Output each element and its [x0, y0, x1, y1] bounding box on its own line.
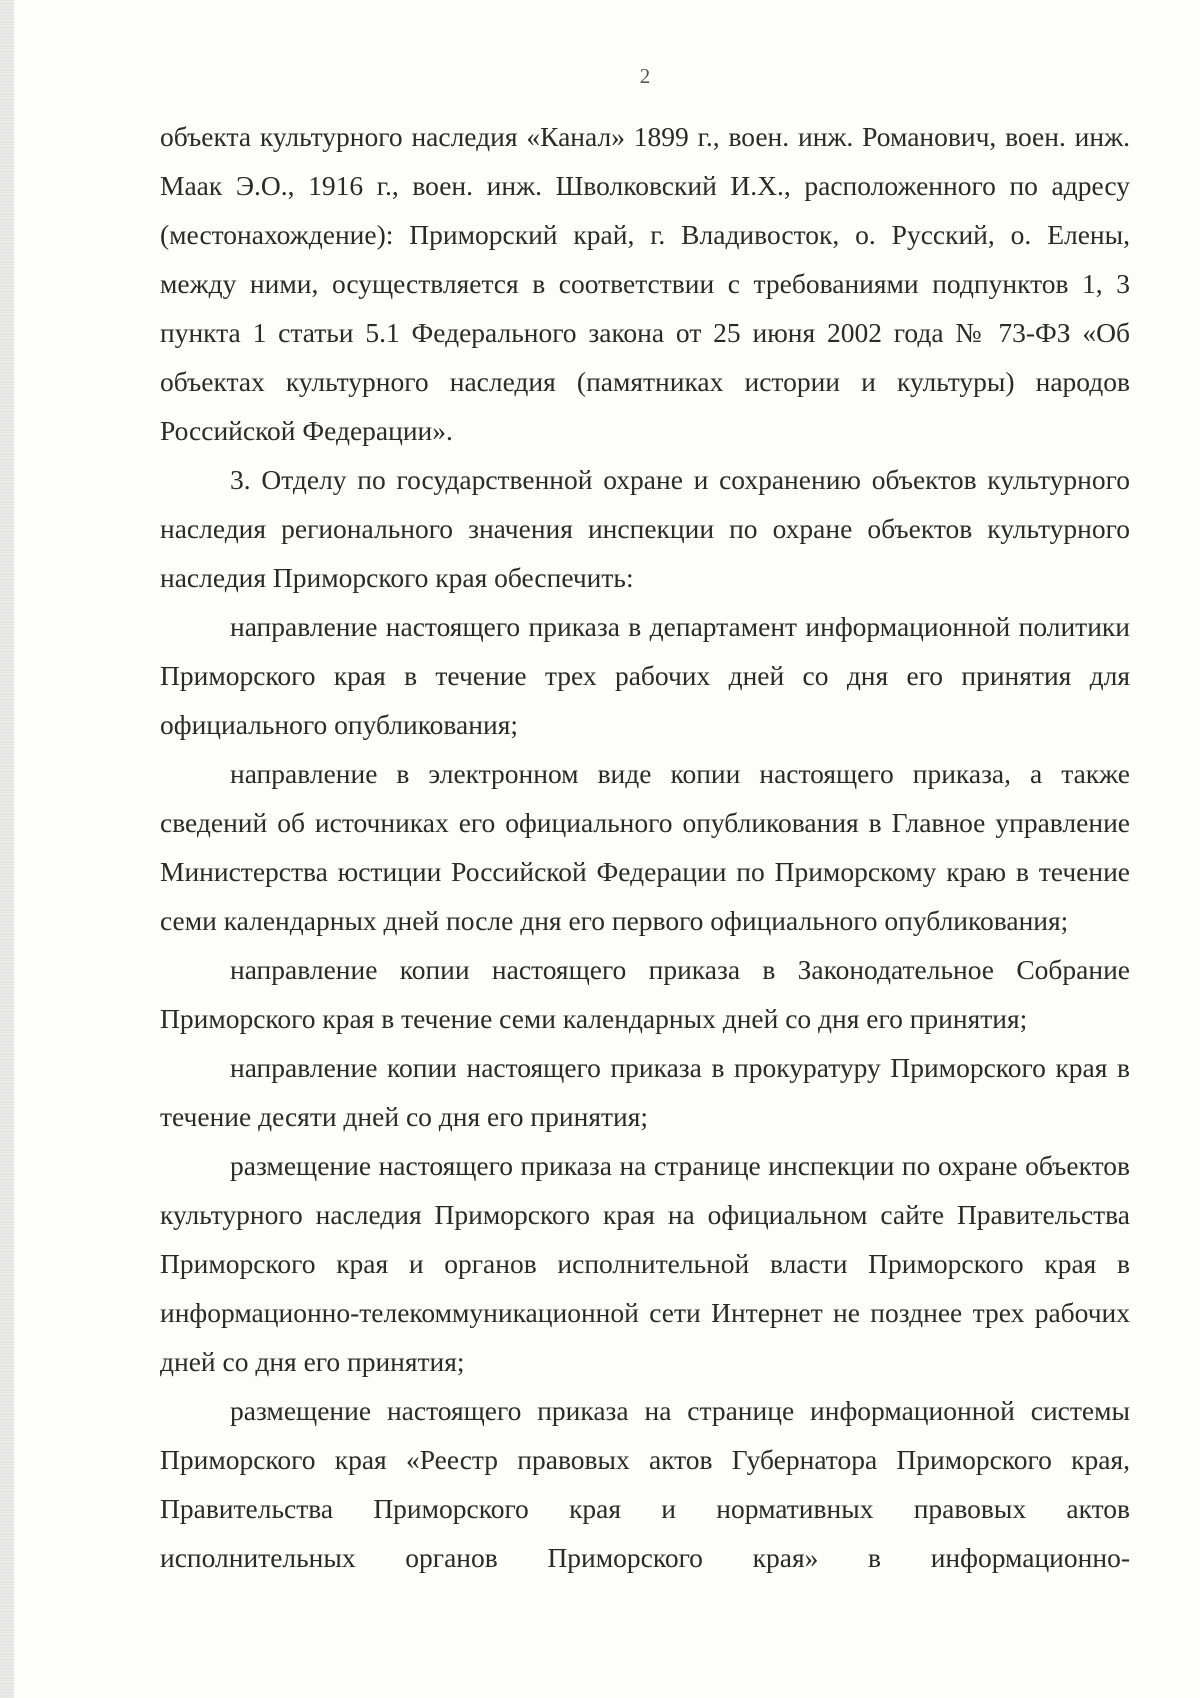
paragraph-send-ministry-justice: направление в электронном виде копии настоящего приказа, а также сведений об источниках его официального опубликования в Главное управление Министерства юстиции Российской Федерации по Приморскому краю в течение семи календарных дней после дня его первого официального опубликования;	[160, 758, 1130, 936]
scan-edge-artifact	[0, 0, 14, 1698]
paragraph-send-legislative-assembly: направление копии настоящего приказа в Законодательное Собрание Приморского края в течение семи календарных дней со дня его принятия;	[160, 954, 1130, 1034]
document-body	[160, 112, 1130, 1582]
paragraph-publish-website: размещение настоящего приказа на странице инспекции по охране объектов культурного наследия Приморского края на официальном сайте Правительства Приморского края и органов исполнительной власти Приморского края в информационно-телекоммуникационной сети Интернет не позднее трех рабочих дней со дня его принятия;	[160, 1150, 1130, 1377]
paragraph-publish-registry: размещение настоящего приказа на странице информационной системы Приморского края «Реестр правовых актов Губернатора Приморского края, Правительства Приморского края и нормативных правовых актов исполнительных органов Приморского края» в информационно-	[160, 1395, 1130, 1573]
paragraph-send-prosecutor: направление копии настоящего приказа в прокуратуру Приморского края в течение десяти дней со дня его принятия;	[160, 1052, 1130, 1132]
paragraph-item-3: 3. Отделу по государственной охране и сохранению объектов культурного наследия регионального значения инспекции по охране объектов культурного наследия Приморского края обеспечить:	[160, 464, 1130, 593]
paragraph-object-description: объекта культурного наследия «Канал» 1899 г., воен. инж. Романович, воен. инж. Маак Э.О., 1916 г., воен. инж. Шволковский И.Х., расположенного по адресу (местонахождение): Приморский край, г. Владивосток, о. Русский, о. Елены, между ними, осуществляется в соответствии с требованиями подпунктов 1, 3 пункта 1 статьи 5.1 Федерального закона от 25 июня 2002 года № 73-ФЗ «Об объектах культурного наследия (памятниках истории и культуры) народов Российской Федерации».	[160, 121, 1130, 446]
page-number: 2	[639, 64, 651, 88]
paragraph-send-info-policy: направление настоящего приказа в департамент информационной политики Приморского края в течение трех рабочих дней со дня его принятия для официального опубликования;	[160, 611, 1130, 740]
